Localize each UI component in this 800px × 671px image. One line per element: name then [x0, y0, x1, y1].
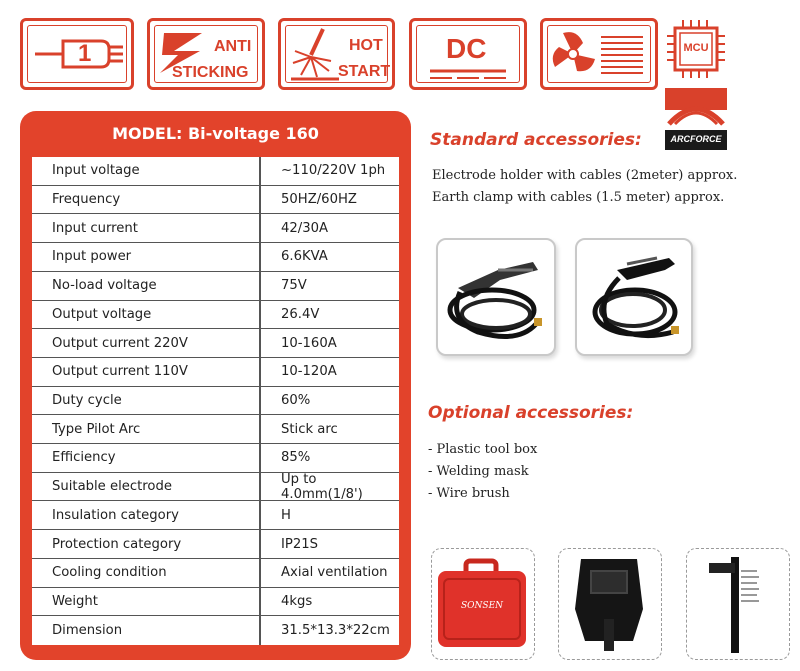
- spec-value: 31.5*13.3*22cm: [281, 623, 390, 639]
- spec-label: Duty cycle: [52, 392, 122, 408]
- earth-clamp-icon: [577, 240, 691, 354]
- spec-row: [32, 501, 399, 530]
- spec-value: 4kgs: [281, 593, 313, 609]
- brand-label: ARCFORCE: [670, 134, 722, 144]
- spec-value: 85%: [281, 450, 311, 466]
- spec-value: ~110/220V 1ph: [281, 163, 386, 179]
- wire-brush-photo: [686, 548, 790, 660]
- spec-value: 10-120A: [281, 364, 337, 380]
- optional-item-toolbox: - Plastic tool box: [428, 442, 538, 457]
- model-title: MODEL: Bi-voltage 160: [112, 124, 319, 143]
- spec-value: 26.4V: [281, 306, 320, 322]
- case-brand-label: SONSEN: [460, 601, 504, 611]
- electrode-holder-icon: [438, 240, 554, 354]
- standard-line-holder: Electrode holder with cables (2meter) approx.: [432, 168, 738, 183]
- spec-label: Input power: [52, 249, 132, 265]
- arc-logo-icon: [665, 88, 727, 128]
- spec-row: [32, 157, 399, 186]
- spec-row: [32, 243, 399, 272]
- mcu-badge: [665, 18, 727, 80]
- spec-card: [20, 111, 411, 660]
- spec-value: 60%: [281, 392, 311, 408]
- spec-row: [32, 616, 399, 645]
- fan-icon: [543, 21, 655, 87]
- spec-label: Frequency: [52, 192, 121, 208]
- spec-table: [32, 157, 399, 645]
- brand-logo: [665, 88, 727, 152]
- spec-row: [32, 530, 399, 559]
- spec-label: Insulation category: [52, 507, 179, 523]
- mcu-label: MCU: [683, 42, 709, 54]
- hot-start-badge: [278, 18, 395, 90]
- spec-row: [32, 444, 399, 473]
- spec-row: [32, 301, 399, 330]
- single-phase-label: 1: [78, 40, 92, 67]
- spec-label: Output voltage: [52, 306, 152, 322]
- anti-label: ANTI: [214, 38, 252, 55]
- spec-value: IP21S: [281, 536, 318, 552]
- spec-row: [32, 329, 399, 358]
- spec-value: 50HZ/60HZ: [281, 192, 357, 208]
- plug-icon: [23, 21, 131, 87]
- standard-accessories-title: Standard accessories:: [430, 130, 642, 150]
- spec-value: 75V: [281, 278, 307, 294]
- spec-label: Weight: [52, 593, 98, 609]
- hot-label: HOT: [349, 37, 383, 54]
- spec-label: Input voltage: [52, 163, 140, 179]
- spec-row: [32, 186, 399, 215]
- sticking-label: STICKING: [172, 64, 249, 81]
- spec-label: Input current: [52, 220, 138, 236]
- spec-row: [32, 473, 399, 502]
- spec-label: Efficiency: [52, 450, 116, 466]
- spec-value: Stick arc: [281, 421, 338, 437]
- spec-row: [32, 358, 399, 387]
- spec-row: [32, 387, 399, 416]
- cooling-fan-badge: [540, 18, 658, 90]
- spec-row: [32, 559, 399, 588]
- spec-label: Output current 110V: [52, 364, 188, 380]
- spec-value: Axial ventilation: [281, 565, 388, 581]
- spec-label: Cooling condition: [52, 565, 167, 581]
- spec-label: Dimension: [52, 623, 123, 639]
- single-phase-badge: [20, 18, 134, 90]
- spec-value: Up to 4.0mm(1/8'): [281, 471, 363, 502]
- dc-label: DC: [446, 33, 487, 64]
- spec-label: Output current 220V: [52, 335, 188, 351]
- dc-symbol-icon: [412, 21, 524, 87]
- spec-row: [32, 588, 399, 617]
- spec-value: 42/30A: [281, 220, 329, 236]
- optional-item-mask: - Welding mask: [428, 464, 529, 479]
- spec-value: H: [281, 507, 291, 523]
- spec-label: Type Pilot Arc: [52, 421, 141, 437]
- anti-sticking-badge: [147, 18, 265, 90]
- earth-clamp-photo: [575, 238, 693, 356]
- welding-mask-photo: [558, 548, 662, 660]
- start-label: START: [338, 63, 391, 80]
- spec-value: 10-160A: [281, 335, 337, 351]
- optional-item-brush: - Wire brush: [428, 486, 510, 501]
- spec-label: No-load voltage: [52, 278, 157, 294]
- tool-box-photo: [431, 548, 535, 660]
- spec-value: 6.6KVA: [281, 249, 328, 265]
- electrode-holder-photo: [436, 238, 556, 356]
- standard-line-clamp: Earth clamp with cables (1.5 meter) approx.: [432, 190, 725, 205]
- dc-badge: [409, 18, 527, 90]
- wire-brush-icon: [687, 549, 787, 657]
- optional-accessories-title: Optional accessories:: [428, 403, 634, 423]
- spec-row: [32, 415, 399, 444]
- spec-row: [32, 272, 399, 301]
- welding-mask-icon: [559, 549, 659, 657]
- spec-label: Suitable electrode: [52, 479, 172, 495]
- spec-row: [32, 214, 399, 243]
- spec-label: Protection category: [52, 536, 182, 552]
